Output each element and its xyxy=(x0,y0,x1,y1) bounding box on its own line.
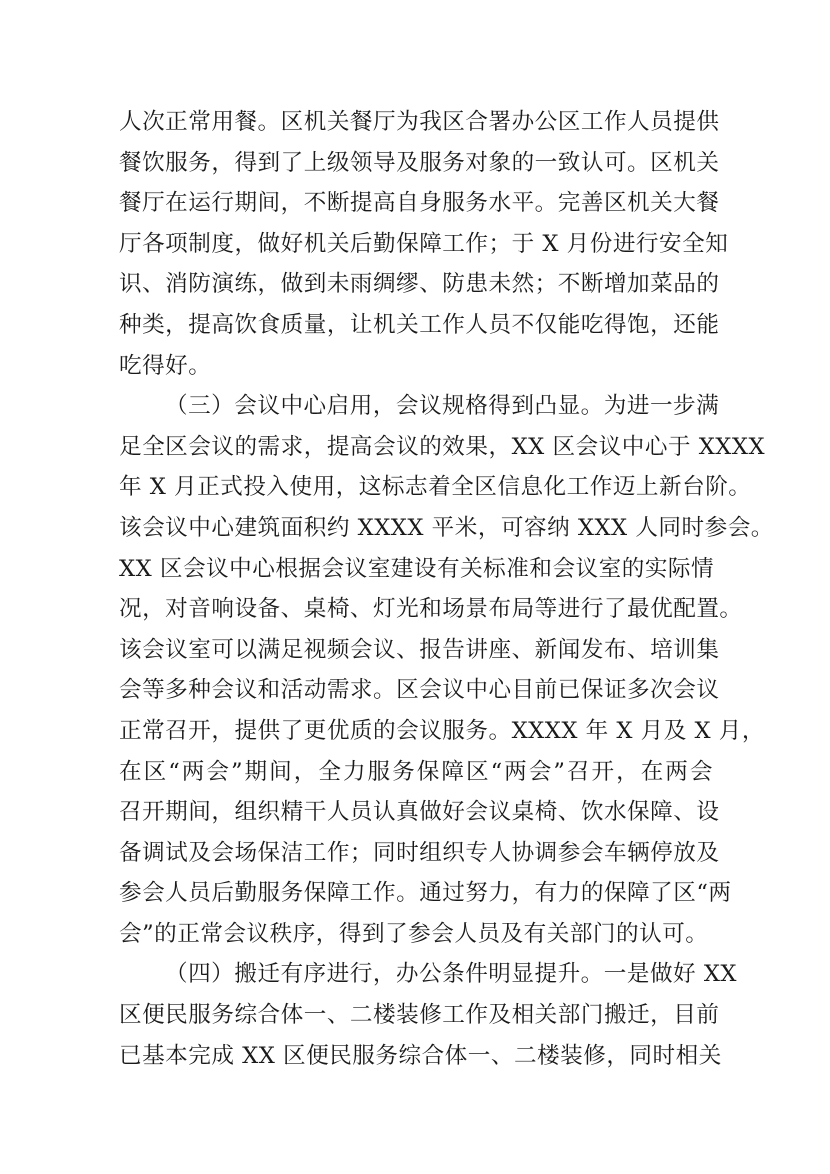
text-line: 会”的正常会议秩序，得到了参会人员及有关部门的认可。 xyxy=(119,920,709,947)
text-line: 人次正常用餐。区机关餐厅为我区合署办公区工作人员提供 xyxy=(119,109,720,135)
watermark: ​ xyxy=(399,1085,441,1157)
text-line-indented: （三）会议中心启用，会议规格得到凸显。为进一步满 xyxy=(165,393,720,420)
text-line: XX 区会议中心根据会议室建设有关标准和会议室的实际情 xyxy=(119,555,715,582)
document-body xyxy=(119,102,774,1076)
text-line: 参会人员后勤服务保障工作。通过努力，有力的保障了区“两 xyxy=(119,880,732,907)
text-line: 年 X 月正式投入使用，这标志着全区信息化工作迈上新台阶。 xyxy=(119,474,752,501)
text-line-indented: （四）搬迁有序进行，办公条件明显提升。一是做好 XX xyxy=(165,961,738,988)
text-line: 在区“两会”期间，全力服务保障区“两会”召开，在两会 xyxy=(119,758,713,785)
text-line: 餐厅在运行期间，不断提高自身服务水平。完善区机关大餐 xyxy=(119,190,720,217)
text-line: 厅各项制度，做好机关后勤保障工作；于 X 月份进行安全知 xyxy=(119,230,729,257)
text-line: 吃得好。 xyxy=(119,352,212,379)
text-line: 餐饮服务，得到了上级领导及服务对象的一致认可。区机关 xyxy=(119,149,720,176)
paragraph-1 xyxy=(119,102,729,386)
text-line: 会等多种会议和活动需求。区会议中心目前已保证多次会议 xyxy=(119,677,720,704)
text-line: 况，对音响设备、桌椅、灯光和场景布局等进行了最优配置。 xyxy=(119,596,743,623)
text-line: 正常召开，提供了更优质的会议服务。XXXX 年 X 月及 X 月， xyxy=(119,717,765,744)
text-line: 备调试及会场保洁工作；同时组织专人协调参会车辆停放及 xyxy=(119,839,720,866)
text-line: 识、消防演练，做到未雨绸缪、防患未然；不断增加菜品的 xyxy=(119,271,720,298)
text-line: 足全区会议的需求，提高会议的效果，XX 区会议中心于 XXXX xyxy=(119,433,766,460)
text-line: 召开期间，组织精干人员认真做好会议桌椅、饮水保障、设 xyxy=(119,799,720,826)
text-line: 该会议室可以满足视频会议、报告讲座、新闻发布、培训集 xyxy=(119,636,720,663)
paragraph-2-meeting-center xyxy=(119,386,774,954)
text-line: 该会议中心建筑面积约 XXXX 平米，可容纳 XXX 人同时参会。 xyxy=(119,514,774,541)
text-line: 区便民服务综合体一、二楼装修工作及相关部门搬迁，目前 xyxy=(119,1002,720,1029)
paragraph-3-relocation xyxy=(119,954,738,1076)
text-line: 种类，提高饮食质量，让机关工作人员不仅能吃得饱，还能 xyxy=(119,311,720,338)
text-line: 已基本完成 XX 区便民服务综合体一、二楼装修，同时相关 xyxy=(119,1042,722,1069)
watermark: ​ xyxy=(273,387,327,478)
